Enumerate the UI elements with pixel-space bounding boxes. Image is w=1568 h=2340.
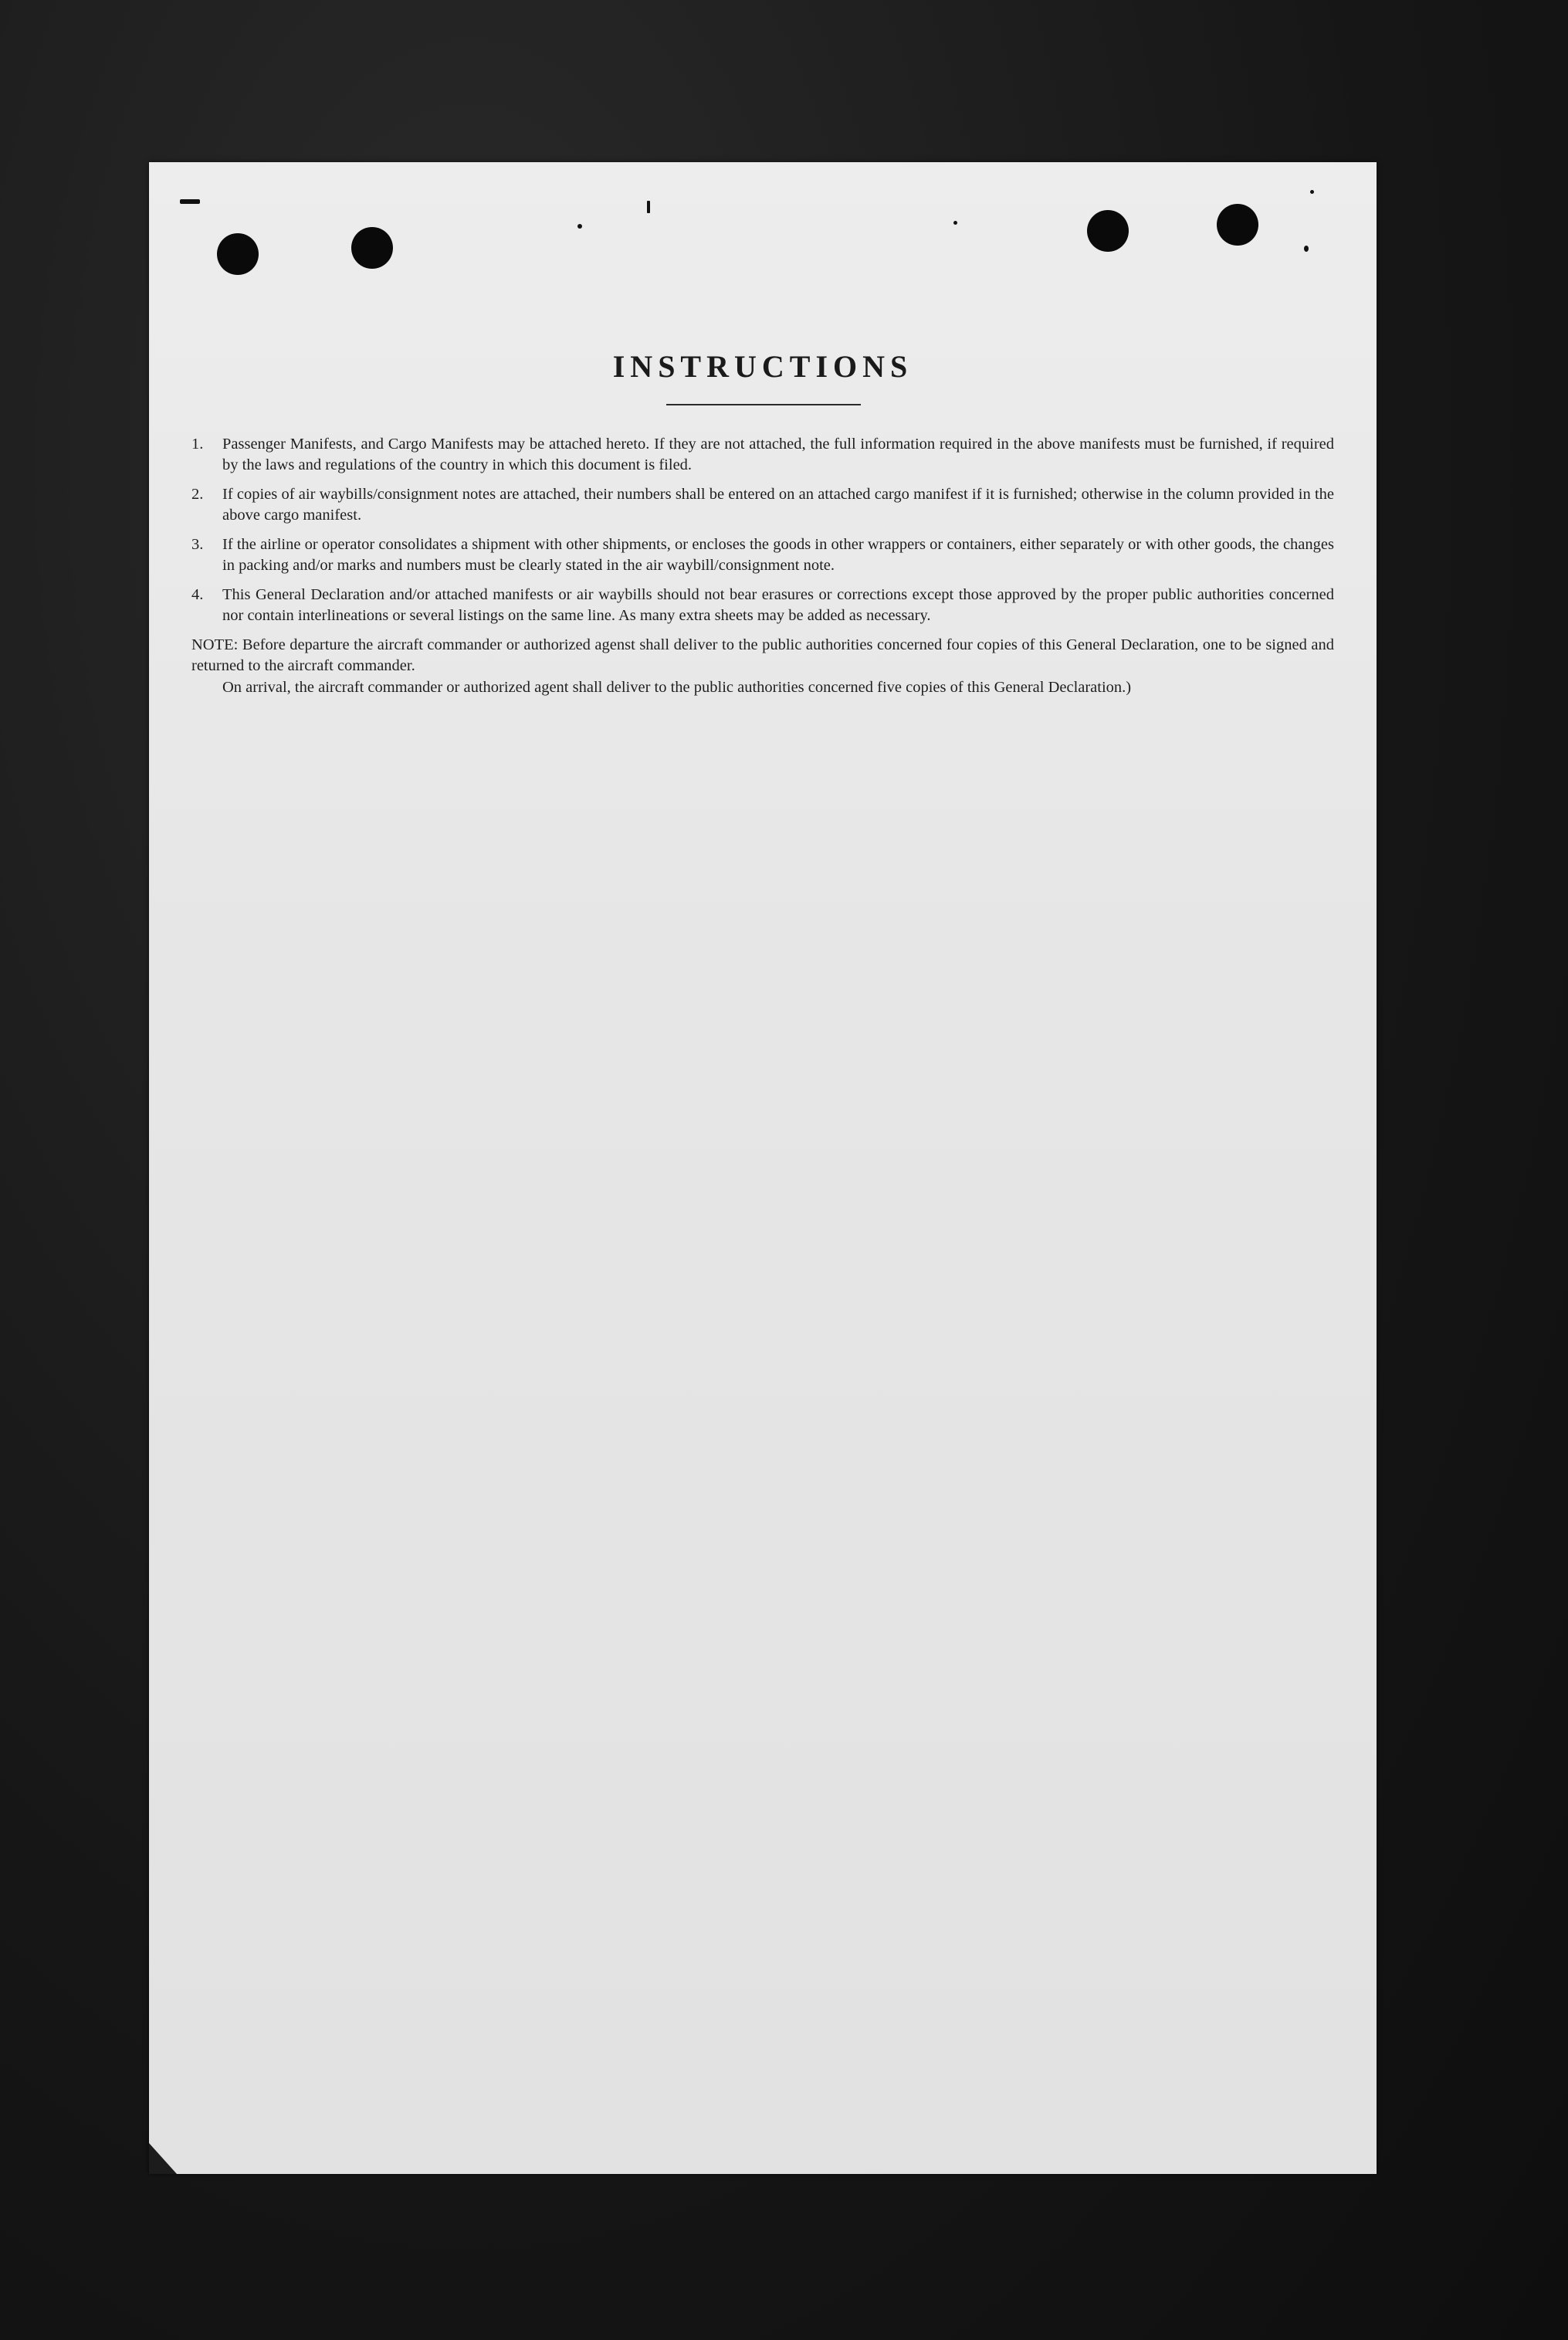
item-text: If copies of air waybills/consignment notes are attached, their numbers shall be entered on an attached cargo manifest if it is furnished; otherwise in the column provided in the above cargo manifest. [222, 486, 1334, 524]
speck [647, 201, 650, 213]
instructions-list [191, 434, 1334, 700]
bleed-through-shadow [682, 199, 691, 238]
item-text: This General Declaration and/or attached manifests or air waybills should not bear erasures or corrections except those approved by the proper public authorities concerned nor contain interlineations or several listings on the same line. As many extra sheets may be added as necessary. [222, 586, 1334, 624]
instruction-item-2 [191, 484, 1334, 525]
punch-hole-right-1 [1087, 210, 1129, 252]
item-number: 4. [191, 586, 204, 603]
note-label: NOTE: [191, 636, 242, 653]
speck [1310, 190, 1314, 194]
speck [180, 199, 200, 204]
punch-hole-left-1 [217, 233, 259, 275]
item-number: 2. [191, 486, 204, 503]
punch-hole-left-2 [351, 227, 393, 269]
punch-hole-right-2 [1217, 204, 1258, 246]
note-block-continued [191, 677, 1334, 698]
instruction-item-4 [191, 585, 1334, 626]
title-underline [666, 404, 861, 405]
note-block [191, 635, 1334, 676]
item-text: If the airline or operator consolidates a shipment with other shipments, or encloses the goods in other wrappers or containers, either separately or with other goods, the changes in packing and/or marks and numbers must be clearly stated in the air waybill/consignment note. [222, 536, 1334, 574]
speck [577, 224, 582, 229]
page-title: INSTRUCTIONS [612, 349, 913, 384]
note-paragraph-1: Before departure the aircraft commander or authorized agenst shall deliver to the public authorities concerned four copies of this General Declaration, one to be signed and returned to the aircraft commander. [191, 636, 1334, 674]
instruction-item-1 [191, 434, 1334, 475]
item-number: 1. [191, 436, 204, 453]
item-number: 3. [191, 536, 204, 553]
document-page [149, 162, 1377, 2174]
speck [1304, 246, 1309, 252]
note-paragraph-2: On arrival, the aircraft commander or authorized agent shall deliver to the public authorities concerned five copies of this General Declaration.) [222, 679, 1132, 696]
item-text: Passenger Manifests, and Cargo Manifests may be attached hereto. If they are not attached, the full information required in the above manifests must be furnished, if required by the laws and regulations of the country in which this document is filed. [222, 436, 1334, 473]
speck [953, 221, 957, 225]
instruction-item-3 [191, 534, 1334, 575]
